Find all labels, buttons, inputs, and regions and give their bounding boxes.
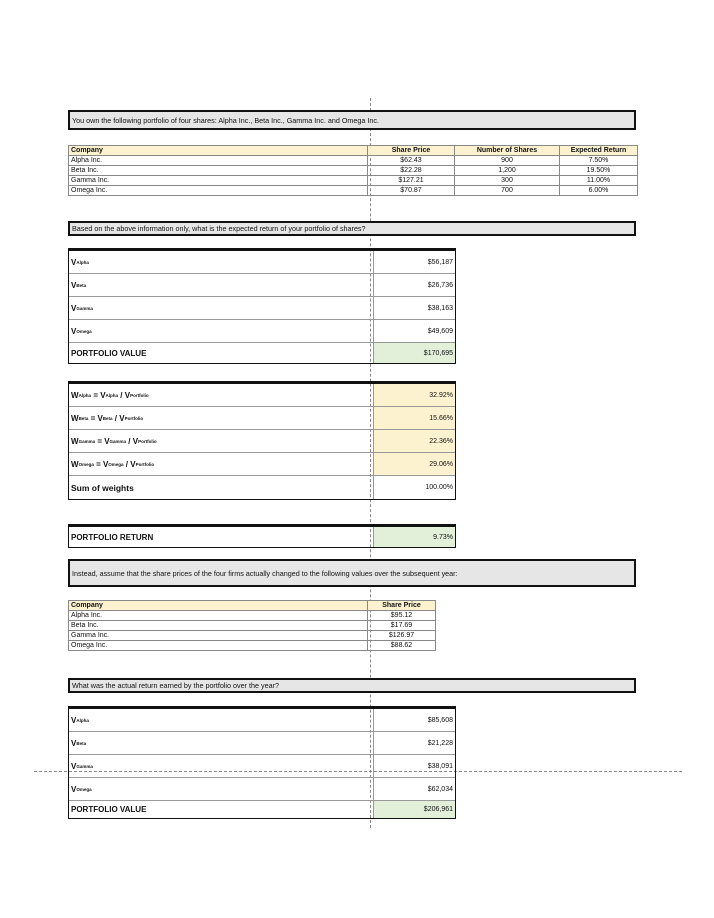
- company-cell: Beta Inc.: [69, 166, 368, 176]
- v-symbol: V: [71, 280, 77, 290]
- new-prices-table: [68, 600, 436, 651]
- expected-return-cell: 7.50%: [560, 156, 638, 166]
- values-block-2: [68, 706, 456, 819]
- portfolio-subscript: Portfolio: [135, 461, 155, 467]
- w-subscript: Alpha: [78, 392, 92, 398]
- portfolio-return-block: [68, 524, 456, 548]
- header-share-price: Share Price: [368, 601, 436, 611]
- w-symbol: W: [71, 413, 79, 423]
- header-expected-return: Expected Return: [560, 146, 638, 156]
- portfolio-value-label: PORTFOLIO VALUE: [71, 805, 147, 814]
- w-symbol: W: [71, 390, 79, 400]
- eq-symbol: = V: [96, 459, 109, 469]
- table-row: [69, 176, 638, 186]
- v-subscript: Omega: [76, 786, 92, 792]
- portfolio-value-cell: $206,961: [373, 801, 455, 818]
- v-subscript: Beta: [76, 282, 87, 288]
- table-header-row: [69, 146, 638, 156]
- header-company: Company: [69, 601, 368, 611]
- value-cell: $38,091: [373, 755, 455, 777]
- value-row-gamma: [69, 754, 455, 777]
- v-subscript: Omega: [108, 461, 124, 467]
- share-price-cell: $17.69: [368, 621, 436, 631]
- w-symbol: W: [71, 436, 79, 446]
- value-cell: $85,608: [373, 709, 455, 731]
- sum-of-weights-label: Sum of weights: [71, 482, 134, 493]
- v-subscript: Beta: [102, 415, 113, 421]
- table-row: [69, 631, 436, 641]
- portfolio-subscript: Portfolio: [138, 438, 157, 444]
- weight-cell: 22.36%: [373, 430, 455, 452]
- share-price-cell: $95.12: [368, 611, 436, 621]
- v-symbol: V: [71, 326, 77, 336]
- value-cell: $38,163: [373, 297, 455, 319]
- portfolio-value-row: [69, 342, 455, 363]
- number-of-shares-cell: 300: [455, 176, 560, 186]
- slash-symbol: / V: [114, 413, 125, 423]
- values-block-1: [68, 248, 456, 364]
- weights-block: [68, 381, 456, 500]
- portfolio-value-cell: $170,695: [373, 343, 455, 363]
- portfolio-return-cell: 9.73%: [373, 527, 455, 547]
- expected-return-cell: 19.50%: [560, 166, 638, 176]
- value-row-alpha: [69, 709, 455, 731]
- v-subscript: Gamma: [76, 763, 93, 769]
- question-4-text: What was the actual return earned by the portfolio over the year?: [72, 681, 279, 690]
- slash-symbol: / V: [120, 390, 131, 400]
- v-subscript: Beta: [76, 740, 87, 746]
- v-symbol: V: [71, 761, 77, 771]
- value-row-omega: [69, 777, 455, 800]
- eq-symbol: = V: [93, 390, 106, 400]
- portfolio-value-label: PORTFOLIO VALUE: [71, 348, 147, 358]
- table-row: [69, 621, 436, 631]
- value-row-gamma: [69, 296, 455, 319]
- v-subscript: Gamma: [109, 438, 127, 444]
- question-2-text: Based on the above information only, what is the expected return of your portfolio of shares?: [72, 224, 366, 233]
- value-cell: $26,736: [373, 274, 455, 296]
- portfolio-subscript: Portfolio: [130, 392, 149, 398]
- eq-symbol: = V: [90, 413, 103, 423]
- expected-return-cell: 6.00%: [560, 186, 638, 196]
- v-subscript: Alpha: [76, 259, 89, 265]
- share-price-cell: $126.97: [368, 631, 436, 641]
- share-price-cell: $88.62: [368, 641, 436, 651]
- v-subscript: Gamma: [76, 305, 93, 311]
- number-of-shares-cell: 700: [455, 186, 560, 196]
- value-row-beta: [69, 731, 455, 754]
- v-symbol: V: [71, 303, 77, 313]
- weight-cell: 15.66%: [373, 407, 455, 429]
- share-price-cell: $70.87: [368, 186, 455, 196]
- portfolio-return-row: [69, 527, 455, 547]
- v-symbol: V: [71, 738, 77, 748]
- w-subscript: Gamma: [78, 438, 96, 444]
- question-4-box: [68, 678, 636, 693]
- weight-row-gamma: [69, 429, 455, 452]
- weight-row-omega: [69, 452, 455, 475]
- share-price-cell: $22.28: [368, 166, 455, 176]
- w-subscript: Beta: [78, 415, 89, 421]
- share-price-cell: $127.21: [368, 176, 455, 186]
- table-row: [69, 611, 436, 621]
- company-cell: Gamma Inc.: [69, 176, 368, 186]
- header-share-price: Share Price: [368, 146, 455, 156]
- company-cell: Beta Inc.: [69, 621, 368, 631]
- company-cell: Gamma Inc.: [69, 631, 368, 641]
- w-subscript: Omega: [78, 461, 94, 467]
- company-cell: Alpha Inc.: [69, 156, 368, 166]
- v-subscript: Omega: [76, 328, 92, 334]
- weight-row-beta: [69, 406, 455, 429]
- question-3-box: [68, 559, 636, 587]
- table-header-row: [69, 601, 436, 611]
- share-price-cell: $62.43: [368, 156, 455, 166]
- value-row-alpha: [69, 251, 455, 273]
- sum-of-weights-cell: 100.00%: [373, 476, 455, 499]
- company-cell: Omega Inc.: [69, 186, 368, 196]
- weight-row-alpha: [69, 384, 455, 406]
- portfolio-table: [68, 145, 638, 196]
- weight-cell: 32.92%: [373, 384, 455, 406]
- question-2-box: [68, 221, 636, 236]
- number-of-shares-cell: 900: [455, 156, 560, 166]
- value-cell: $21,228: [373, 732, 455, 754]
- table-row: [69, 186, 638, 196]
- table-row: [69, 156, 638, 166]
- v-symbol: V: [71, 257, 77, 267]
- w-symbol: W: [71, 459, 79, 469]
- eq-symbol: = V: [97, 436, 110, 446]
- v-subscript: Alpha: [76, 717, 89, 723]
- weight-cell: 29.06%: [373, 453, 455, 475]
- value-row-beta: [69, 273, 455, 296]
- portfolio-return-label: PORTFOLIO RETURN: [71, 532, 154, 542]
- question-1-box: [68, 110, 636, 130]
- header-number-of-shares: Number of Shares: [455, 146, 560, 156]
- table-row: [69, 641, 436, 651]
- number-of-shares-cell: 1,200: [455, 166, 560, 176]
- v-symbol: V: [71, 715, 77, 725]
- question-1-text: You own the following portfolio of four shares: Alpha Inc., Beta Inc., Gamma Inc. and Omega Inc.: [72, 115, 379, 125]
- company-cell: Alpha Inc.: [69, 611, 368, 621]
- expected-return-cell: 11.00%: [560, 176, 638, 186]
- value-cell: $62,034: [373, 778, 455, 800]
- value-cell: $49,609: [373, 320, 455, 342]
- slash-symbol: / V: [128, 436, 139, 446]
- value-row-omega: [69, 319, 455, 342]
- portfolio-subscript: Portfolio: [124, 415, 144, 421]
- v-subscript: Alpha: [105, 392, 119, 398]
- header-company: Company: [69, 146, 368, 156]
- question-3-text: Instead, assume that the share prices of the four firms actually changed to the following values over the subsequent year:: [72, 568, 458, 578]
- sum-of-weights-row: [69, 475, 455, 499]
- slash-symbol: / V: [125, 459, 136, 469]
- table-row: [69, 166, 638, 176]
- company-cell: Omega Inc.: [69, 641, 368, 651]
- v-symbol: V: [71, 784, 77, 794]
- value-cell: $56,187: [373, 251, 455, 273]
- portfolio-value-row: [69, 800, 455, 818]
